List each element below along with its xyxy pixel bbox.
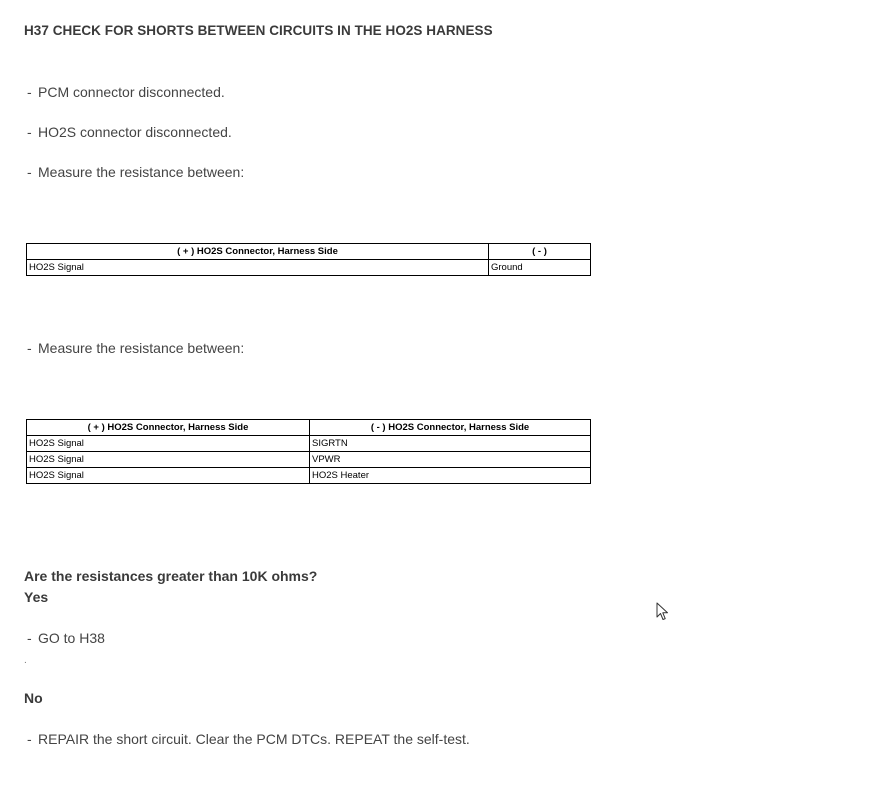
step-text: Measure the resistance between: bbox=[38, 340, 245, 356]
table-row bbox=[27, 260, 591, 276]
table-cell: HO2S Signal bbox=[27, 260, 489, 276]
column-header: ( - ) HO2S Connector, Harness Side bbox=[310, 420, 591, 436]
bullet-dash: - bbox=[27, 164, 32, 180]
yes-label: Yes bbox=[24, 589, 49, 605]
step-measure-resistance bbox=[27, 164, 244, 180]
step-text: PCM connector disconnected. bbox=[38, 84, 225, 100]
step-measure-resistance-2 bbox=[27, 340, 244, 356]
bullet-dash: - bbox=[27, 84, 32, 100]
yes-action bbox=[27, 630, 105, 646]
step-text: Measure the resistance between: bbox=[38, 164, 245, 180]
table-row bbox=[27, 468, 591, 484]
step-pcm-disconnected bbox=[27, 84, 225, 100]
bullet-dash: - bbox=[27, 731, 32, 747]
table-row bbox=[27, 452, 591, 468]
table-cell: SIGRTN bbox=[310, 436, 591, 452]
action-text: GO to H38 bbox=[38, 630, 105, 646]
table-cell: HO2S Signal bbox=[27, 452, 310, 468]
column-header: ( + ) HO2S Connector, Harness Side bbox=[27, 420, 310, 436]
resistance-table-circuits bbox=[26, 419, 591, 484]
no-label: No bbox=[24, 690, 43, 706]
table-row bbox=[27, 436, 591, 452]
table-cell: HO2S Heater bbox=[310, 468, 591, 484]
step-text: HO2S connector disconnected. bbox=[38, 124, 232, 140]
column-header: ( - ) bbox=[489, 244, 591, 260]
stray-dot: . bbox=[24, 655, 27, 666]
question-text: Are the resistances greater than 10K ohms? bbox=[24, 568, 318, 584]
step-ho2s-disconnected bbox=[27, 124, 232, 140]
table-cell: VPWR bbox=[310, 452, 591, 468]
table-cell: HO2S Signal bbox=[27, 436, 310, 452]
resistance-table-ground bbox=[26, 243, 591, 276]
bullet-dash: - bbox=[27, 124, 32, 140]
table-header-row bbox=[27, 420, 591, 436]
table-cell: HO2S Signal bbox=[27, 468, 310, 484]
mouse-pointer-icon bbox=[656, 602, 670, 622]
bullet-dash: - bbox=[27, 340, 32, 356]
bullet-dash: - bbox=[27, 630, 32, 646]
table-header-row bbox=[27, 244, 591, 260]
no-action bbox=[27, 731, 470, 747]
table-cell: Ground bbox=[489, 260, 591, 276]
action-text: REPAIR the short circuit. Clear the PCM DTCs. REPEAT the self-test. bbox=[38, 731, 470, 747]
page-title: H37 CHECK FOR SHORTS BETWEEN CIRCUITS IN THE HO2S HARNESS bbox=[24, 23, 493, 38]
column-header: ( + ) HO2S Connector, Harness Side bbox=[27, 244, 489, 260]
